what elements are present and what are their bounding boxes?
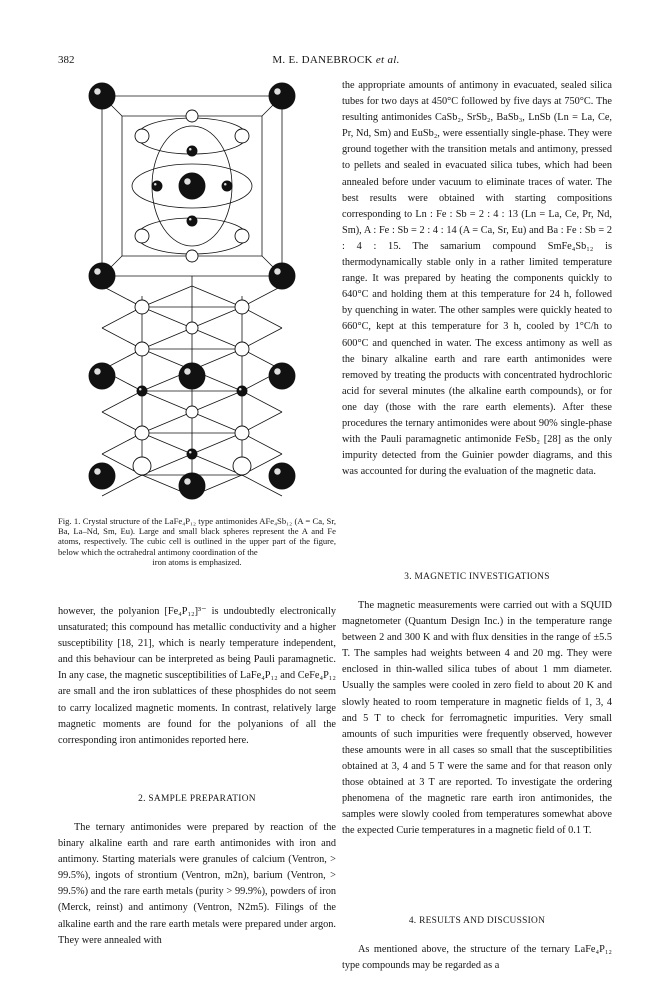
atom-sphere-black	[187, 146, 197, 156]
bond-line	[142, 433, 192, 454]
atom-sphere-open	[186, 250, 198, 262]
bond-line	[142, 412, 192, 433]
page-number: 382	[58, 54, 75, 66]
figure-caption	[58, 516, 336, 567]
bond-line	[192, 412, 242, 433]
sphere-highlight	[184, 368, 191, 375]
bond-line	[192, 307, 242, 328]
atom-sphere-black	[89, 263, 115, 289]
right-column-paragraph-1	[342, 78, 612, 480]
atom-sphere-open	[235, 342, 249, 356]
bond-line	[192, 328, 242, 349]
atom-sphere-black	[179, 173, 205, 199]
bond-line	[142, 328, 192, 349]
sphere-highlight	[274, 268, 281, 275]
atom-sphere-open	[235, 129, 249, 143]
section-heading-2	[58, 794, 336, 804]
atom-sphere-black	[237, 386, 247, 396]
atom-sphere-black	[269, 363, 295, 389]
bond-line	[142, 307, 192, 328]
running-title-etal: et al.	[375, 54, 400, 66]
bond-line	[192, 286, 242, 307]
atom-sphere-open	[135, 342, 149, 356]
atom-sphere-open	[133, 457, 151, 475]
body-paragraph: The ternary antimonides were prepared by reaction of the binary alkaline earth and rare earth antimonides with iron and antimony. Starting materials were granules of calcium (Ventron, > 99.5%), ingots of strontium (Ventron, m2n), barium (Ventron, > 99.5%) and the rare earth metals (purity > 99.9%), powders of iron (Merck, reinst) and antimony (Ventron, N2m5). Filings of the alkaline earth and the rare earth metals were prepared under argon. They were annealed with	[58, 822, 336, 946]
atom-sphere-black	[269, 263, 295, 289]
sphere-highlight	[189, 148, 192, 151]
atom-sphere-black	[89, 363, 115, 389]
atom-sphere-open	[235, 300, 249, 314]
running-title-authors: M. E. DANEBROCK	[272, 54, 373, 66]
sphere-highlight	[94, 268, 101, 275]
sphere-highlight	[184, 178, 191, 185]
sphere-highlight	[94, 468, 101, 475]
sphere-highlight	[224, 183, 227, 186]
bond-line	[192, 391, 242, 412]
atom-sphere-black	[269, 83, 295, 109]
atom-sphere-open	[186, 322, 198, 334]
atom-sphere-black	[222, 181, 232, 191]
bond-line	[142, 286, 192, 307]
sphere-highlight	[189, 218, 192, 221]
atom-sphere-black	[187, 449, 197, 459]
right-column-paragraph-2	[342, 598, 612, 839]
left-column-paragraph-2	[58, 820, 336, 949]
section-heading-3	[342, 572, 612, 582]
bond-line	[192, 433, 242, 454]
sphere-highlight	[94, 88, 101, 95]
atom-sphere-open	[186, 110, 198, 122]
sphere-highlight	[274, 88, 281, 95]
atom-sphere-black	[179, 363, 205, 389]
atom-sphere-black	[179, 473, 205, 499]
heading-magnetic-investigations: 3. MAGNETIC INVESTIGATIONS	[404, 572, 550, 582]
atom-sphere-black	[152, 181, 162, 191]
sphere-highlight	[154, 183, 157, 186]
atom-sphere-black	[137, 386, 147, 396]
atom-sphere-open	[135, 426, 149, 440]
heading-results-discussion: 4. RESULTS AND DISCUSSION	[408, 916, 546, 926]
body-paragraph: As mentioned above, the structure of the ternary LaFe₄P₁₂ type compounds may be regarded as a	[342, 944, 612, 972]
body-paragraph: The magnetic measurements were carried out with a SQUID magnetometer (Quantum Design Inc.) in the temperature range between 2 and 300 K and with flux densities in the range of ±5.5 T. The samples had weights between 4 and 20 mg. They were enclosed in thin-walled silica tubes of about 1 mm diameter. Usually the samples were cooled in zero field to about 20 K and slowly heated to room temperature in magnetic fields of 1, 3, 4 and 5 T to check for ferromagnetic impurities. Very small amounts of such impurities were frequently observed, however these amounts were in all cases so small that the susceptibilities obtained at 3, 4 and 5 T were the same and for that reason only those obtained at 3 T are reported. To investigate the ordering phenomena of the magnetic rare earth iron antimonides, the samples were slowly cooled from temperatures somewhat above the expected Curie temperatures in a magnetic field of 0.1 T.	[342, 600, 612, 837]
body-paragraph: however, the polyanion [Fe₄P₁₂]³⁻ is undoubtedly electronically unsaturated; this compound has metallic conductivity and a higher susceptibility [18, 21], which is nearly temperature independent, and this behaviour can be interpreted as being Pauli paramagnetic. In any case, the magnetic susceptibilities of LaFe₄P₁₂ and CeFe₄P₁₂ are small and the iron sublattices of these phosphides do not seem to carry localized magnetic moments. In contrast, relatively large magnetic moments are found for the polyanions of all the corresponding iron antimonides reported here.	[58, 606, 336, 746]
caption-text: Fig. 1. Crystal structure of the LaFe₄P₁₂ type antimonides AFe₄Sb₁₂ (A = Ca, Sr, Ba, La–Nd, Sm, Eu). Large and small black spheres represent the A and Fe atoms, respectively. The cubic cell is outlined in the upper part of the figure, below which the octrahedral antimony coordination of the	[58, 516, 336, 557]
sphere-highlight	[189, 451, 192, 454]
body-paragraph: the appropriate amounts of antimony in evacuated, sealed silica tubes for two days at 450°C followed by five days at 750°C. The resulting antimonides CaSb₂, SrSb₂, BaSb₃, LnSb (Ln = La, Ce, Pr, Nd, Sm) and EuSb₂, were essentially single-phase. They were ground together with the transition metals and antimony, pressed to pellets and sealed in evacuated silica tubes, which had been annealed before under vacuum to eliminate traces of water. The best results were obtained with starting compositions corresponding to Ln : Fe : Sb = 2 : 4 : 13 (Ln = La, Ce, Pr, Nd, Sm), A : Fe : Sb = 2 : 4 : 14 (A = Ca, Sr, Eu) and Ba : Fe : Sb = 2 : 4 : 15. The samarium compound SmFe₄Sb₁₂ is thermodynamically stable only in a rather limited temperature range. It was prepared by heating the components quickly to 640°C and holding them at this temperature for 24 h, followed by quenching in water. The other samples were quickly heated to 660°C, kept at this temperature for 3 h, cooled by 1°C/h to 600°C and quenched in water. The excess antimony as well as the binary alkaline earth and rare earth antimonides were removed by treating the products with concentrated hydrochloric acid for several minutes (the alkaline earth compounds), or for one day (those with the rare earth elements). After these procedures the ternary antimonides were about 90% single-phase with the Pauli paramagnetic antimonide FeSb₂ [28] as the only impurity detected from the Guinier powder diagrams, and this was accounted for during the evaluation of the magnetic data.	[342, 80, 612, 478]
heading-sample-preparation: 2. SAMPLE PREPARATION	[138, 794, 256, 804]
sphere-highlight	[274, 468, 281, 475]
atom-sphere-black	[89, 83, 115, 109]
sphere-highlight	[139, 388, 142, 391]
left-column-paragraph-1	[58, 604, 336, 749]
sphere-highlight	[274, 368, 281, 375]
atom-sphere-black	[89, 463, 115, 489]
caption-last-line: iron atoms is emphasized.	[152, 556, 242, 567]
atom-sphere-open	[235, 229, 249, 243]
sphere-highlight	[184, 478, 191, 485]
atom-sphere-open	[135, 300, 149, 314]
sphere-highlight	[239, 388, 242, 391]
atom-sphere-open	[235, 426, 249, 440]
atom-sphere-open	[135, 129, 149, 143]
atom-sphere-open	[135, 229, 149, 243]
atom-sphere-open	[186, 406, 198, 418]
bond-line	[142, 391, 192, 412]
crystal-structure-figure	[82, 76, 302, 506]
sphere-highlight	[94, 368, 101, 375]
bond-line	[102, 391, 142, 412]
bond-line	[242, 391, 282, 412]
section-heading-4	[342, 916, 612, 926]
running-title	[0, 54, 672, 66]
right-column-paragraph-3	[342, 942, 612, 974]
atom-sphere-black	[269, 463, 295, 489]
atom-sphere-black	[187, 216, 197, 226]
atom-sphere-open	[233, 457, 251, 475]
